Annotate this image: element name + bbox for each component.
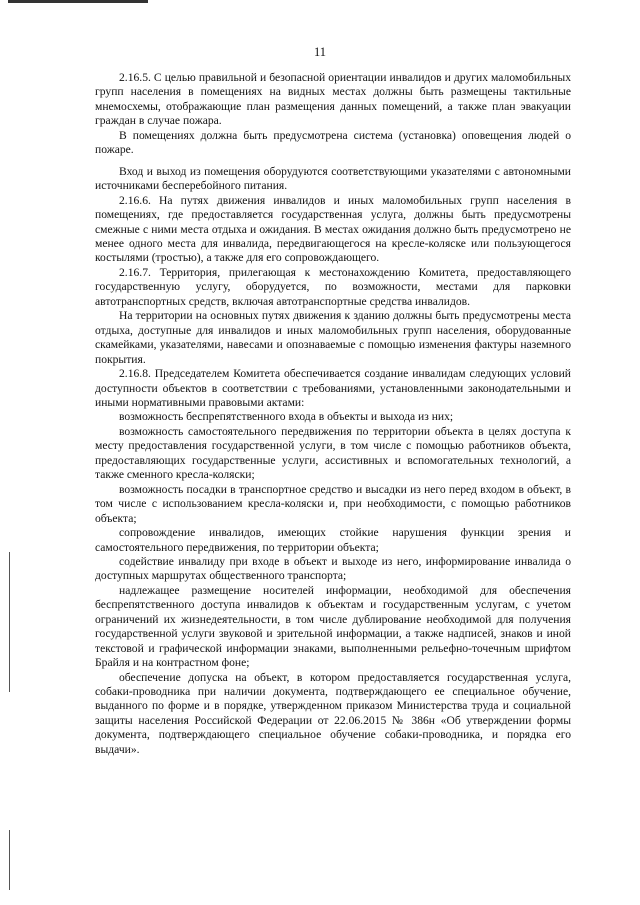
paragraph: 2.16.6. На путях движения инвалидов и иных маломобильных групп населения в помещениях, где предоставляется государственная услуга, должны быть предусмотрены смежные с ними места отдыха и ожидания. В местах ожидания должно быть предусмотрено не менее одного места для инвалида, передвигающегося на кресле-коляске или пользующегося костылями (тростью), а также для его сопровождающего. [95,193,571,265]
page-number: 11 [313,45,327,59]
paragraph: возможность беспрепятственного входа в объекты и выхода из них; [119,410,454,424]
top-scan-rule [8,0,148,3]
paragraph: На территории на основных путях движения к зданию должны быть предусмотрены места отдыха, доступные для инвалидов и иных маломобильных групп населения, оборудованные скамейками, указателями, навесами и опознаваемые с помощью изменения фактуры наземного покрытия. [95,309,571,366]
paragraph: сопровождение инвалидов, имеющих стойкие нарушения функции зрения и самостоятельного передвижения, по территории объекта; [95,526,571,554]
margin-scan-line [9,552,10,692]
paragraph: содействие инвалиду при входе в объект и выходе из него, информирование инвалида о доступных маршрутах общественного транспорта; [95,554,571,583]
paragraph: возможность самостоятельного передвижения по территории объекта в целях доступа к месту предоставления государственной услуги, в том числе с помощью работников объекта, предоставляющих государственные услуги, ассистивных и вспомогательных технологий, а также сменного кресла-коляски; [95,424,571,482]
paragraph: 2.16.8. Председателем Комитета обеспечивается создание инвалидам следующих условий доступности объектов в соответствии с требованиями, установленными законодательными и иными нормативными правовыми актами: [95,367,571,409]
paragraph: 2.16.7. Территория, прилегающая к местонахождению Комитета, предоставляющего государственную услугу, оборудуется, по возможности, местами для парковки автотранспортных средств, включая автотранспортные средства инвалидов. [95,265,571,308]
paragraph: В помещениях должна быть предусмотрена система (установка) оповещения людей о пожаре. [95,128,571,157]
paragraph: возможность посадки в транспортное средство и высадки из него перед входом в объект, в том числе с использованием кресла-коляски и, при необходимости, с помощью работников объекта; [95,482,571,525]
paragraph: обеспечение допуска на объект, в котором предоставляется государственная услуга, собаки-проводника при наличии документа, подтверждающего ее специальное обучение, выданного по форме и в порядке, утвержденном приказом Министерства труда и социальной защиты населения Российской Федерации от 22.06.2015 № 386н «Об утверждении формы документа, подтверждающего специальное обучение собаки-проводника, и порядка его выдачи». [95,670,571,756]
margin-scan-line [9,830,10,890]
paragraph: Вход и выход из помещения оборудуются соответствующими указателями с автономными источниками бесперебойного питания. [95,164,571,193]
paragraph: 2.16.5. С целью правильной и безопасной ориентации инвалидов и других маломобильных групп населения в помещениях на видных местах должны быть размещены тактильные мнемосхемы, отображающие план размещения данных помещений, а также план эвакуации граждан в случае пожара. [95,71,571,128]
paragraph: надлежащее размещение носителей информации, необходимой для обеспечения беспрепятственного доступа инвалидов к объектам и государственным услугам, с учетом ограничений их жизнедеятельности, в том числе дублирование необходимой для получения государственной услуги звуковой и зрительной информации, а также надписей, знаков и иной текстовой и графической информации знаками, выполненными рельефно-точечным шрифтом Брайля и на контрастном фоне; [95,583,571,670]
document-body [95,71,571,757]
